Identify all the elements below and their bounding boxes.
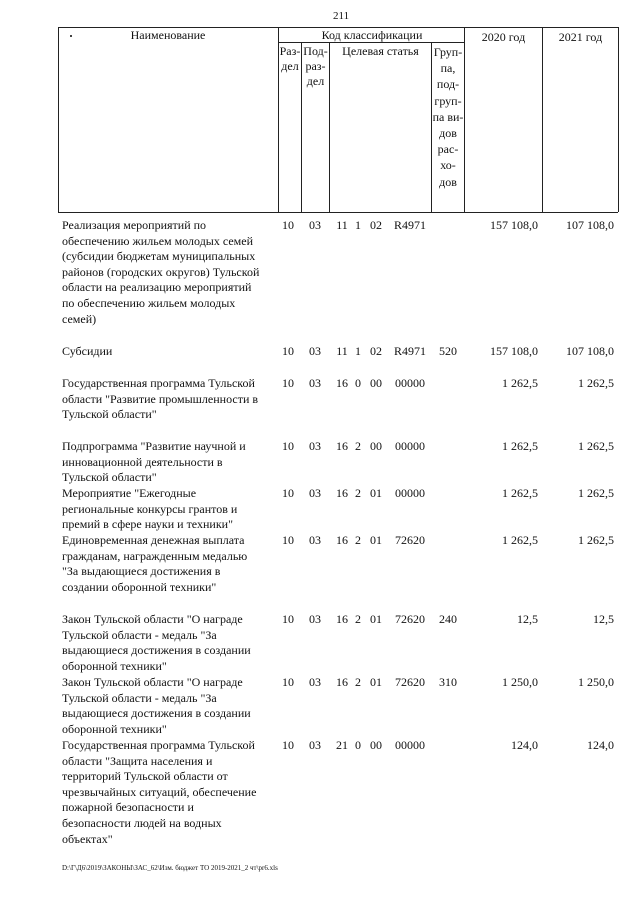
row-cell-c: 01: [370, 675, 382, 689]
header-target: Целевая статья: [342, 44, 419, 58]
header-year-2020: 2020 год: [481, 30, 526, 44]
row-cell-b: 1: [355, 218, 361, 232]
row-cell-a: 21: [336, 738, 348, 752]
row-cell-d: 00000: [395, 376, 425, 390]
row-cell-d: 00000: [395, 738, 425, 752]
header-year-2021: 2021 год: [558, 30, 603, 44]
row-cell-c: 02: [370, 218, 382, 232]
row-cell-a: 11: [336, 344, 348, 358]
row-cell-d: 00000: [395, 486, 425, 500]
row-cell-rz: 10: [282, 218, 294, 232]
row-cell-y1: 1 250,0: [502, 675, 538, 689]
row-cell-pr: 03: [309, 675, 321, 689]
row-cell-y1: 157 108,0: [490, 344, 538, 358]
row-cell-pr: 03: [309, 533, 321, 547]
row-cell-y1: 1 262,5: [502, 439, 538, 453]
header-subsection: Под- раз- дел: [303, 44, 328, 88]
row-cell-y2: 124,0: [587, 738, 614, 752]
row-cell-d: 72620: [395, 675, 425, 689]
row-cell-b: 1: [355, 344, 361, 358]
page-number: 211: [333, 10, 350, 22]
header-divider-group: [464, 27, 465, 212]
row-cell-y1: 157 108,0: [490, 218, 538, 232]
header-right-border: [618, 27, 619, 212]
row-cell-y2: 1 262,5: [578, 533, 614, 547]
row-cell-d: 72620: [395, 612, 425, 626]
row-cell-y2: 107 108,0: [566, 344, 614, 358]
row-name: Единовременная денежная выплата гражданам, награжденным медалью "За выдающиеся достижения в создании оборонной техники": [62, 533, 248, 594]
row-cell-rz: 10: [282, 344, 294, 358]
row-name: Закон Тульской области "О награде Тульской области - медаль "За выдающиеся достижения в создании оборонной техники": [62, 612, 251, 673]
row-cell-b: 2: [355, 439, 361, 453]
row-cell-pr: 03: [309, 218, 321, 232]
row-cell-c: 00: [370, 376, 382, 390]
row-cell-a: 16: [336, 486, 348, 500]
row-name: Закон Тульской области "О награде Тульской области - медаль "За выдающиеся достижения в создании оборонной техники": [62, 675, 251, 736]
row-cell-y1: 12,5: [517, 612, 538, 626]
row-cell-a: 16: [336, 439, 348, 453]
header-name: Наименование: [130, 28, 206, 42]
row-cell-pr: 03: [309, 738, 321, 752]
row-cell-y2: 1 262,5: [578, 439, 614, 453]
row-cell-a: 16: [336, 533, 348, 547]
row-cell-c: 01: [370, 533, 382, 547]
row-cell-b: 0: [355, 738, 361, 752]
row-cell-y2: 12,5: [593, 612, 614, 626]
header-left-border: [58, 27, 59, 212]
row-name: Реализация мероприятий по обеспечению жильем молодых семей (субсидии бюджетам муниципальных районов (городских округов) Тульской области на реализацию мероприятий по обеспечению жильем молодых семей): [62, 218, 260, 326]
row-cell-rz: 10: [282, 533, 294, 547]
row-name: Субсидии: [62, 344, 113, 358]
row-cell-b: 2: [355, 486, 361, 500]
row-cell-vr: 240: [439, 612, 457, 626]
row-cell-rz: 10: [282, 612, 294, 626]
row-name: Государственная программа Тульской области "Развитие промышленности в Тульской области": [62, 376, 259, 422]
row-cell-a: 16: [336, 376, 348, 390]
row-cell-y2: 1 262,5: [578, 486, 614, 500]
row-cell-b: 2: [355, 612, 361, 626]
row-cell-rz: 10: [282, 376, 294, 390]
row-cell-pr: 03: [309, 612, 321, 626]
row-cell-pr: 03: [309, 439, 321, 453]
row-cell-a: 11: [336, 218, 348, 232]
row-cell-y2: 1 250,0: [578, 675, 614, 689]
header-code: Код классификации: [321, 28, 423, 42]
header-section: Раз- дел: [279, 44, 301, 73]
row-cell-pr: 03: [309, 486, 321, 500]
row-cell-c: 00: [370, 738, 382, 752]
row-cell-y2: 1 262,5: [578, 376, 614, 390]
row-cell-b: 0: [355, 376, 361, 390]
row-cell-y1: 1 262,5: [502, 376, 538, 390]
row-name: Мероприятие "Ежегодные региональные конкурсы грантов и премий в сфере науки и техники": [62, 486, 238, 532]
row-cell-d: 00000: [395, 439, 425, 453]
row-cell-y1: 124,0: [511, 738, 538, 752]
row-cell-rz: 10: [282, 439, 294, 453]
row-cell-y2: 107 108,0: [566, 218, 614, 232]
row-cell-rz: 10: [282, 738, 294, 752]
row-cell-b: 2: [355, 675, 361, 689]
row-name: Подпрограмма "Развитие научной и инновационной деятельности в Тульской области": [62, 439, 246, 485]
row-cell-a: 16: [336, 612, 348, 626]
row-cell-y1: 1 262,5: [502, 486, 538, 500]
header-divider-subsection: [329, 42, 330, 212]
file-path-footer: D:\Г\Д6\2019\ЗАКОНЫ\ЗАС_62\Изм. бюджет ТО 2019-2021_2 чт\рr6.xls: [62, 864, 278, 872]
header-divider-year1: [542, 27, 543, 212]
row-cell-d: R4971: [393, 218, 426, 232]
row-cell-c: 01: [370, 486, 382, 500]
row-cell-vr: 520: [439, 344, 457, 358]
row-cell-c: 02: [370, 344, 382, 358]
row-cell-b: 2: [355, 533, 361, 547]
row-cell-vr: 310: [439, 675, 457, 689]
row-cell-rz: 10: [282, 486, 294, 500]
row-cell-d: R4971: [393, 344, 426, 358]
row-cell-y1: 1 262,5: [502, 533, 538, 547]
row-cell-pr: 03: [309, 344, 321, 358]
row-name: Государственная программа Тульской области "Защита населения и территорий Тульской области от чрезвычайных ситуаций, обеспечение пожарной безопасности и безопасности людей на водных объектах": [62, 738, 257, 846]
row-cell-d: 72620: [395, 533, 425, 547]
row-cell-a: 16: [336, 675, 348, 689]
row-cell-c: 00: [370, 439, 382, 453]
header-group: Груп- па, под- груп- па ви- дов рас- хо- дов: [432, 45, 464, 189]
row-cell-pr: 03: [309, 376, 321, 390]
row-cell-rz: 10: [282, 675, 294, 689]
header-bottom-border: [58, 212, 618, 213]
row-cell-c: 01: [370, 612, 382, 626]
